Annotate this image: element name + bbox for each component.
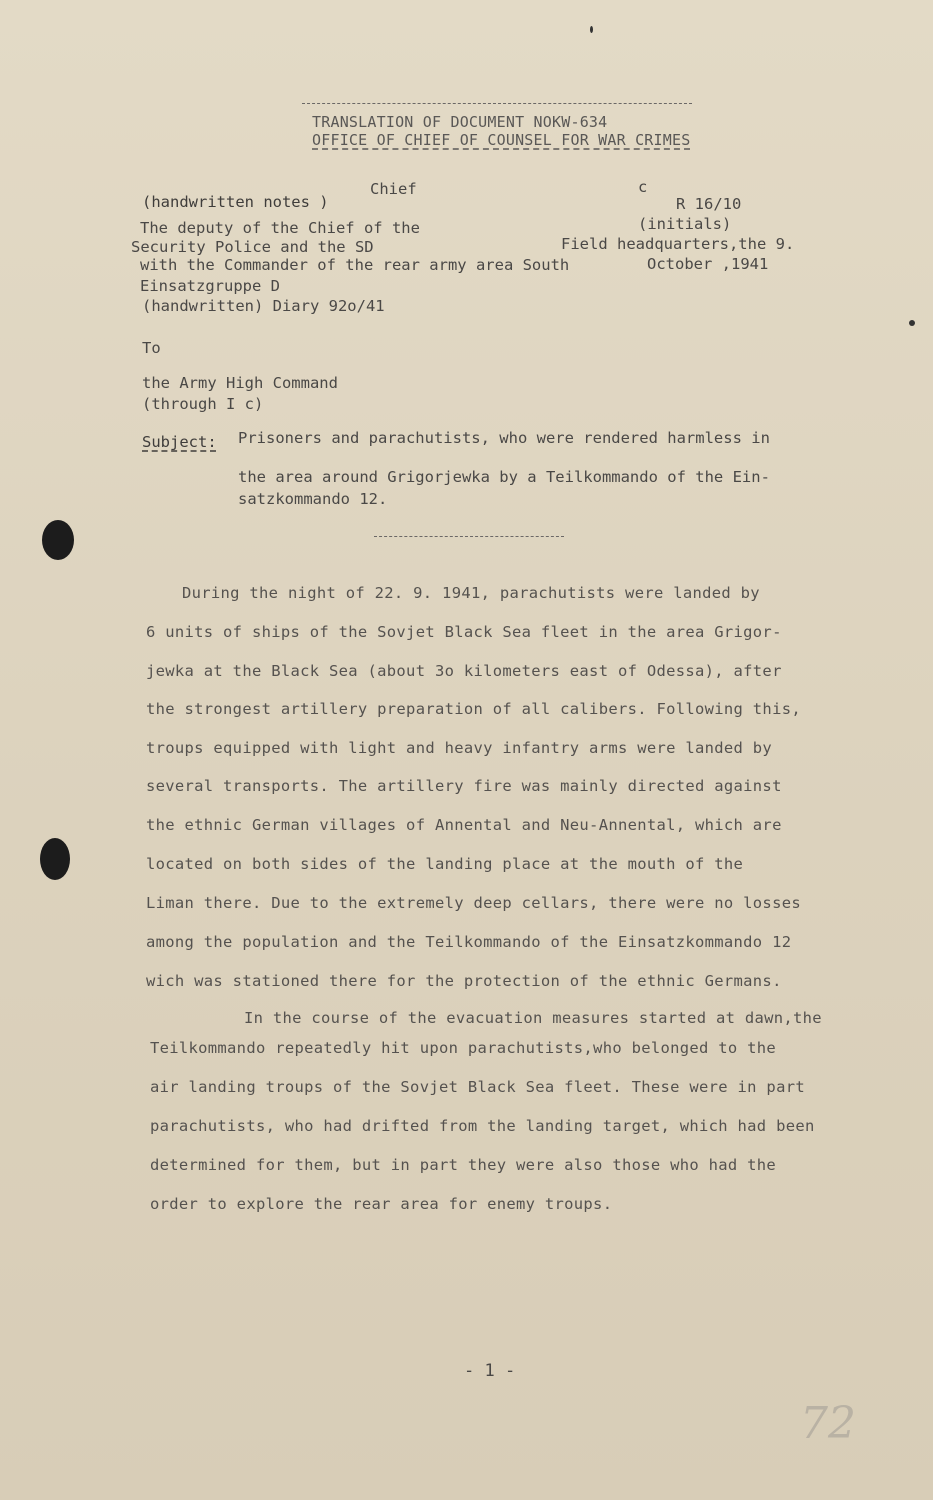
header-top-rule (302, 103, 692, 104)
punch-hole-top (42, 520, 74, 560)
sender-line-2: Security Police and the SD (131, 238, 374, 256)
body-p1-line-9: Liman there. Due to the extremely deep cellars, there were no losses (146, 894, 801, 912)
body-p1-line-3: jewka at the Black Sea (about 3o kilometers east of Odessa), after (146, 662, 782, 680)
page-number: - 1 - (464, 1361, 516, 1381)
body-p2-line-6: order to explore the rear area for enemy troups. (150, 1195, 613, 1213)
body-p1-line-5: troups equipped with light and heavy infantry arms were landed by (146, 739, 773, 757)
body-p1-line-8: located on both sides of the landing place at the mouth of the (146, 855, 744, 873)
recipient-to: To (142, 339, 161, 357)
pencil-archive-mark: 72 (800, 1398, 856, 1449)
body-p2-line-1: In the course of the evacuation measures started at dawn,the (244, 1009, 822, 1027)
body-p1-line-4: the strongest artillery preparation of all calibers. Following this, (146, 700, 801, 718)
header-office: OFFICE OF CHIEF OF COUNSEL FOR WAR CRIMES (312, 131, 691, 149)
body-p1-line-1: During the night of 22. 9. 1941, parachutists were landed by (182, 584, 760, 602)
c-annotation: c (638, 178, 648, 196)
chief-annotation: Chief (370, 180, 417, 198)
recipient-line-2: (through I c) (142, 395, 264, 413)
body-p2-line-4: parachutists, who had drifted from the landing target, which had been (150, 1117, 815, 1135)
body-p1-line-6: several transports. The artillery fire was mainly directed against (146, 777, 782, 795)
speck-top (590, 26, 593, 33)
sender-line-5: (handwritten) Diary 92o/41 (142, 297, 385, 315)
reference-number: R 16/10 (676, 195, 742, 213)
sender-line-3: with the Commander of the rear army area South (140, 256, 570, 274)
initials-note: (initials) (638, 215, 732, 233)
sender-line-1: The deputy of the Chief of the (140, 219, 420, 237)
date-line: October ,1941 (647, 255, 769, 273)
subject-line-1: Prisoners and parachutists, who were rendered harmless in (238, 429, 770, 447)
subject-separator (374, 536, 564, 537)
body-p2-line-2: Teilkommando repeatedly hit upon parachutists,who belonged to the (150, 1039, 777, 1057)
handwritten-notes: (handwritten notes ) (142, 193, 329, 211)
speck-right (909, 320, 915, 326)
body-p1-line-7: the ethnic German villages of Annental and Neu-Annental, which are (146, 816, 782, 834)
body-p1-line-11: wich was stationed there for the protection of the ethnic Germans. (146, 972, 782, 990)
subject-line-3: satzkommando 12. (238, 490, 388, 508)
punch-hole-bottom (40, 838, 70, 880)
subject-line-2: the area around Grigorjewka by a Teilkommando of the Ein- (238, 468, 770, 486)
place-line: Field headquarters,the 9. (561, 235, 795, 253)
recipient-line-1: the Army High Command (142, 374, 338, 392)
body-p2-line-3: air landing troups of the Sovjet Black Sea fleet. These were in part (150, 1078, 805, 1096)
subject-label: Subject: (142, 433, 217, 451)
body-p1-line-10: among the population and the Teilkommando of the Einsatzkommando 12 (146, 933, 792, 951)
body-p1-line-2: 6 units of ships of the Sovjet Black Sea fleet in the area Grigor- (146, 623, 782, 641)
body-p2-line-5: determined for them, but in part they were also those who had the (150, 1156, 777, 1174)
sender-line-4: Einsatzgruppe D (140, 277, 280, 295)
header-title: TRANSLATION OF DOCUMENT NOKW-634 (312, 113, 608, 131)
